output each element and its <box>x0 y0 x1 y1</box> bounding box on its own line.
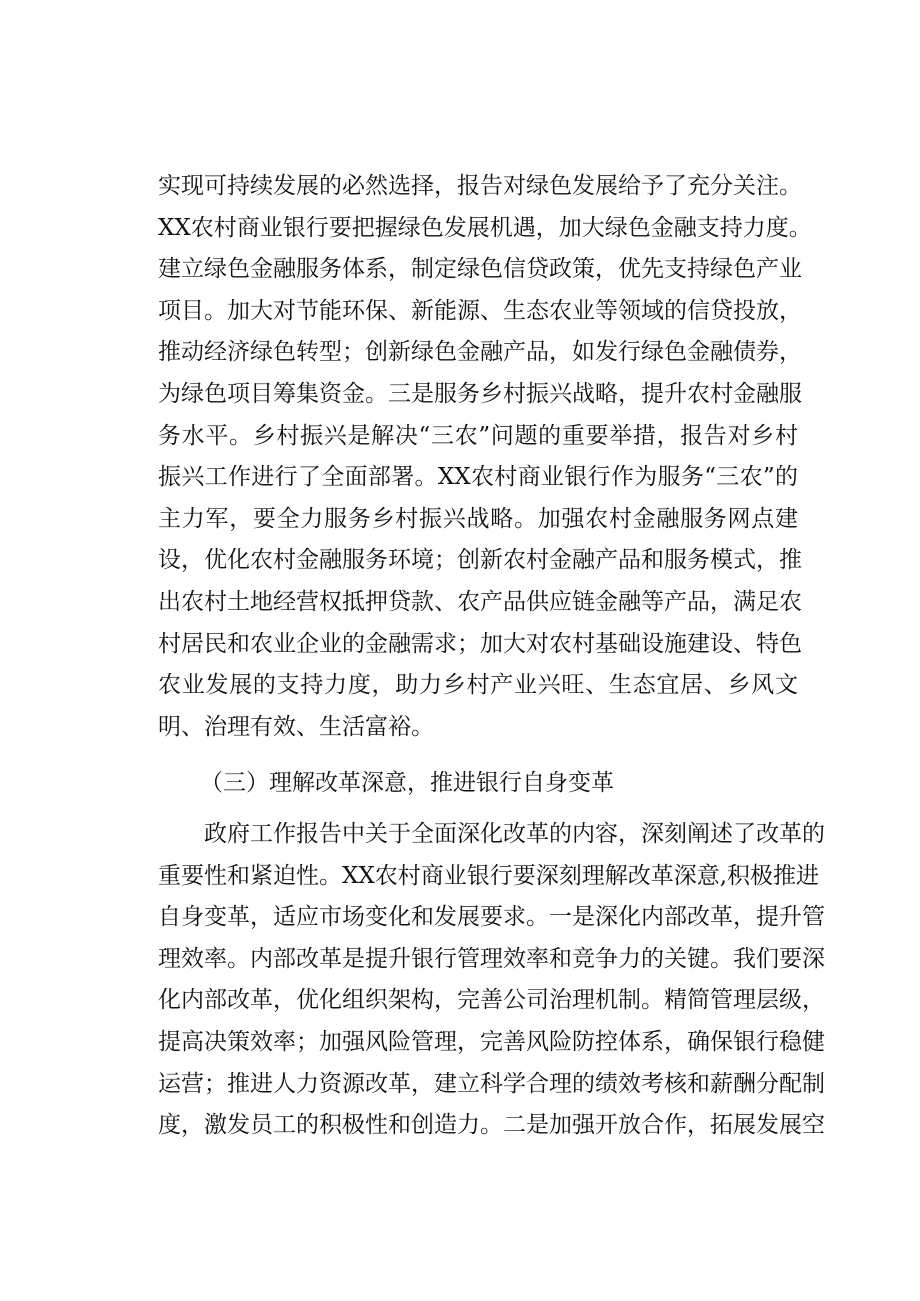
text-line: 建立绿色金融服务体系，制定绿色信贷政策，优先支持绿色产业 <box>158 256 802 283</box>
text-line: 重要性和紧迫性。XX农村商业银行要深刻理解改革深意,积极推进 <box>158 862 820 889</box>
text-line: 明、治理有效、生活富裕。 <box>158 713 434 740</box>
text-line: 推动经济绿色转型；创新绿色金融产品，如发行绿色金融债券， <box>158 339 802 366</box>
text-line: 振兴工作进行了全面部署。XX农村商业银行作为服务“三农”的 <box>158 464 798 491</box>
text-line: 村居民和农业企业的金融需求；加大对农村基础设施建设、特色 <box>158 630 802 657</box>
paragraph-green-finance-rural-revitalization <box>158 166 812 748</box>
text-line: 自身变革，适应市场变化和发展要求。一是深化内部改革，提升管 <box>158 904 825 931</box>
text-line: 设，优化农村金融服务环境；创新农村金融产品和服务模式，推 <box>158 547 802 574</box>
text-line: 实现可持续发展的必然选择，报告对绿色发展给予了充分关注。 <box>158 173 802 199</box>
text-line: 项目。加大对节能环保、新能源、生态农业等领域的信贷投放， <box>158 297 802 324</box>
text-line: 理效率。内部改革是提升银行管理效率和竞争力的关键。我们要深 <box>158 945 825 972</box>
text-line: 政府工作报告中关于全面深化改革的内容，深刻阐述了改革的 <box>204 821 825 847</box>
text-line: 运营；推进人力资源改革，建立科学合理的绩效考核和薪酬分配制 <box>158 1070 825 1097</box>
text-line: 化内部改革，优化组织架构，完善公司治理机制。精简管理层级， <box>158 987 825 1014</box>
section-heading: （三）理解改革深意，推进银行自身变革 <box>200 770 614 796</box>
text-line: 务水平。乡村振兴是解决“三农”问题的重要举措，报告对乡村 <box>158 422 798 449</box>
paragraph-deepen-reform <box>158 814 825 1147</box>
text-line: 出农村土地经营权抵押贷款、农产品供应链金融等产品，满足农 <box>158 588 802 615</box>
text-line: 为绿色项目筹集资金。三是服务乡村振兴战略，提升农村金融服 <box>158 380 802 407</box>
text-line: 度，激发员工的积极性和创造力。二是加强开放合作，拓展发展空 <box>158 1112 825 1139</box>
text-line: XX农村商业银行要把握绿色发展机遇，加大绿色金融支持力度。 <box>158 214 812 241</box>
text-line: 农业发展的支持力度，助力乡村产业兴旺、生态宜居、乡风文 <box>158 672 798 699</box>
text-line: 提高决策效率；加强风险管理，完善风险防控体系，确保银行稳健 <box>158 1028 825 1055</box>
text-line: 主力军，要全力服务乡村振兴战略。加强农村金融服务网点建 <box>158 505 798 532</box>
